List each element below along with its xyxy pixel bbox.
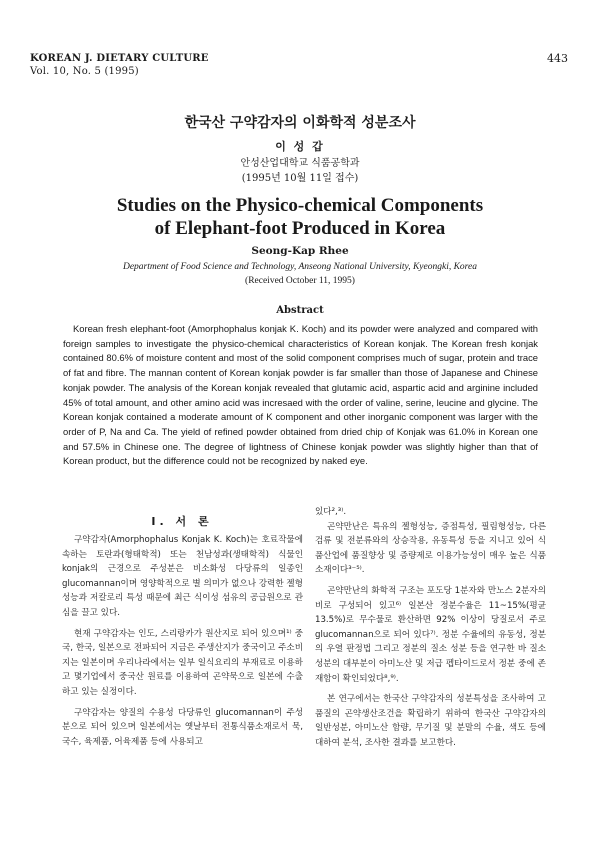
abstract-text: Korean fresh elephant-foot (Amorphophalus konjak K. Koch) and its powder were analyzed and compared with foreign samples to investigate the physico-chemical characteristics of Korean konjak. The Korean fresh konjak contained 80.6% of moisture content and most of the solid component comprises much of sugar, protein and trace of fat and fibre. The mannan content of Korean konjak powder is far smaller than those of Japanese and Chinese konjak powder. The analysis of the Korean konjak revealed that glutamic acid, aspartic acid and arginine included 45% of total amount, and other amino acid was incresaed with the order of valine, serine, leucine and glycine. The Korean konjak contained a moderate amount of K component and other inorganic component was larger with the order of P, Na and Ca. The yield of refined powder obtained from dried chip of Konjak was 61.0% in Korean one and 57.5% in Chinese one. The degree of lightness of Chinese konjak powder was slightly higher than that of Korean product, but the difference could not be recognized by naked eye. [63,323,538,467]
paragraph: 있다²,³⁾. [315,507,347,517]
paragraph: 곤약만난의 화학적 구조는 포도당 1분자와 만노스 2분자의 비로 구성되어 있고⁶⁾ 일본산 정분수율은 11~15%(평균 13.5%)로 무수물로 환산하면 92% 이상이 당질로서 주로 glucomannan으로 되어 있다⁷⁾. 정분 수율에의 유동성, 정분의 우열 판정법 그리고 정분의 질소 성분 등을 연구한 바 질소성분의 대부분이 아미노산 및 저급 펩타이드로서 정분 중에 존재함이 확인되었다⁸,⁹⁾. [315,585,546,684]
korean-author: 이 성 갑 [275,140,325,153]
paragraph: 본 연구에서는 한국산 구약감자의 성분특성을 조사하여 고품질의 곤약생산조건을 확립하기 위하여 한국산 구약감자의 일반성분, 아미노산 함량, 무기질 및 분말의 수율, 색도 등에 대하여 분석, 조사한 결과를 보고한다. [315,694,546,748]
english-affiliation: Department of Food Science and Technology, Anseong National University, Kyeongki, Korea [122,262,477,272]
journal-name: KOREAN J. DIETARY CULTURE [30,53,209,64]
right-column [315,505,546,751]
korean-title: 한국산 구약감자의 이화학적 성분조사 [184,115,416,131]
korean-affiliation: 안성산업대학교 식품공학과 [240,158,360,169]
journal-header [30,52,209,78]
paragraph: 곤약만난은 특유의 젤형성능, 증점특성, 필림형성능, 다른 검류 및 전분류와의 상승작용, 유동특성 등을 지니고 있어 식품산업에 품질향상 및 증량제로 이용가능성이 매우 높은 식품소재이다³⁻⁵⁾. [315,521,546,576]
journal-volume: Vol. 10, No. 5 (1995) [30,66,139,77]
paragraph: 구약감자는 양질의 수용성 다당류인 glucomannan이 주성분으로 되어 있으며 일본에서는 옛날부터 전통식품소재로서 묵, 국수, 육제품, 어육제품 등에 사용되고 [62,707,303,747]
section-heading: I. 서 론 [151,515,213,528]
paragraph: 현재 구약감자는 인도, 스리랑카가 원산지로 되어 있으며¹⁾ 중국, 한국, 일본으로 전파되어 지금은 주생산지가 중국이고 주소비지는 일본이며 우리나라에서는 일부 일식요리의 부재료로 이용하고 몇기업에서 중국산 원료를 이용하여 곤약묵으로 일본에 수출하고 있는 실정이다. [62,628,303,697]
page-number: 443 [547,52,568,65]
korean-received-date: (1995년 10월 11일 접수) [241,173,359,184]
english-title [0,194,600,240]
paragraph: 구약감자(Amorphophalus Konjak K. Koch)는 호료작물에 속하는 토란과(형태학적) 또는 천남성과(생태학적) 식물인 konjak의 근경으로 주성분은 비소화성 다당류의 일종인 glucomannan이며 영양학적으로 별 의미가 없으나 강력한 젤형성능과 저칼로리 특성 때문에 최근 식이성 섬유의 공급원으로 관심을 끌고 있다. [62,535,303,618]
abstract-heading: Abstract [276,305,324,316]
english-title-line2: of Elephant-foot Produced in Korea [154,218,446,239]
english-author: Seong-Kap Rhee [251,245,349,257]
english-title-line1: Studies on the Physico-chemical Components [116,195,484,216]
left-column [62,533,303,749]
english-received-date: (Received October 11, 1995) [245,276,355,286]
